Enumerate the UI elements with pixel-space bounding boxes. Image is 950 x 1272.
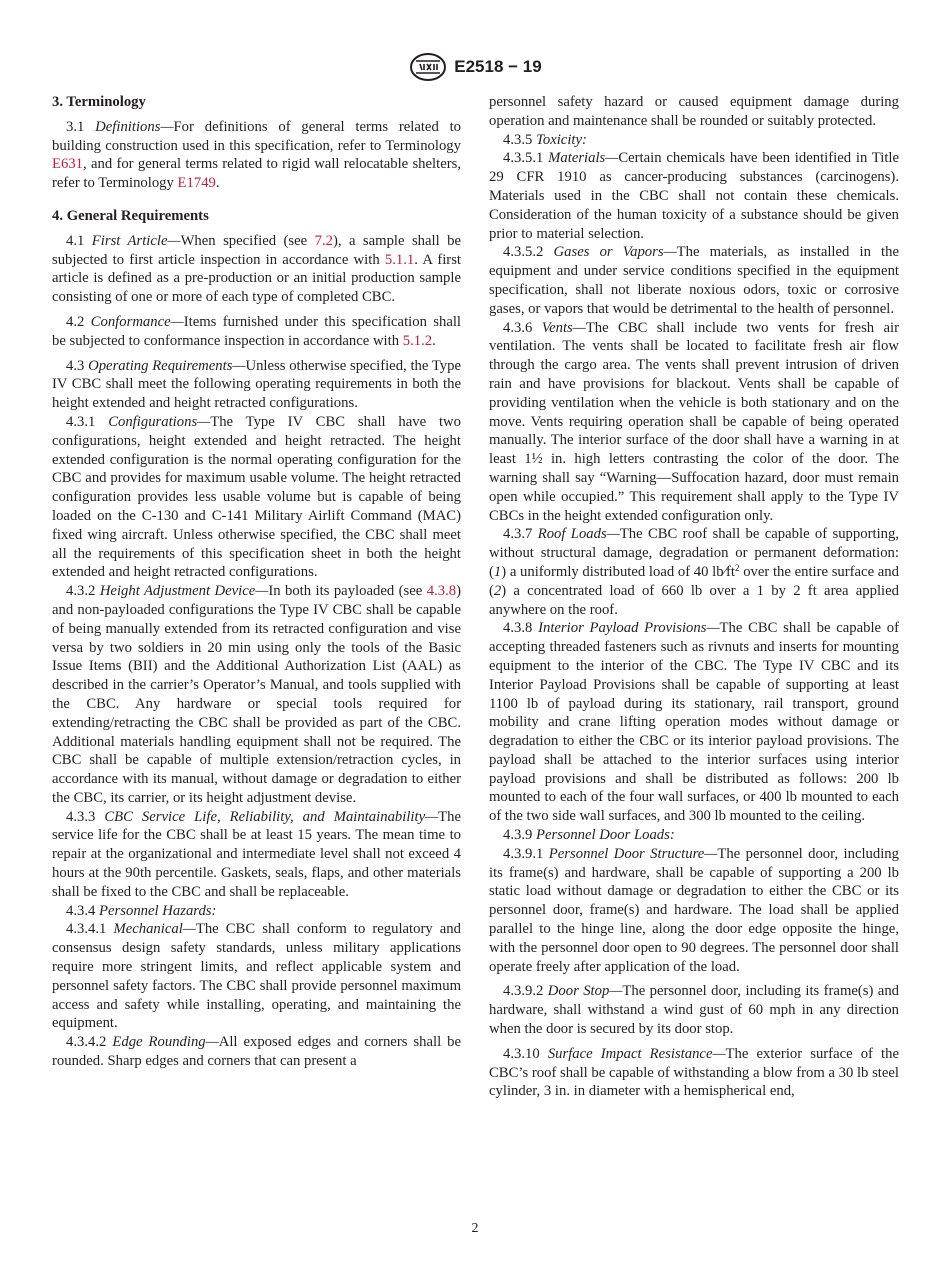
paragraph-4-3: 4.3 Operating Requirements—Unless otherwise specified, the Type IV CBC shall meet the following operating requirements in both the height extended and height retracted configurations.: [52, 357, 461, 412]
paragraph-3-1: 3.1 Definitions—For definitions of general terms related to building construction used in this specification, refer to Terminology E631, and for general terms related to rigid wall relocatable shelters, refer to Terminology E1749.: [52, 118, 462, 192]
right-column: [489, 93, 899, 1101]
document-number: E2518 − 19: [454, 57, 542, 76]
section-heading-general-requirements: 4. General Requirements: [52, 207, 209, 224]
paragraph-4-3-10: 4.3.10 Surface Impact Resistance—The exterior surface of the CBC’s roof shall be capable of withstanding a blow from a 30 lb steel cylinder, 3 in. in diameter with a hemispherical end,: [489, 1045, 899, 1100]
paragraph-4-3-2: 4.3.2 Height Adjustment Device—In both its payloaded (see 4.3.8) and non-payloaded configurations the Type IV CBC shall be capable of being manually extended from its retracted configuration and vise versa by two soldiers in 20 min using only the tools of the Basic Issue Items (BII) and the Additional Authorization List (AAL) as described in the carrier’s Operator’s Manual, and tools supplied with the CBC. Any hardware or special tools required for extending/retracting the CBC shall be provided as part of the CBC. Additional materials handling equipment shall not be required. The CBC shall be capable of multiple extension/retraction cycles, in accordance with its manual, without damage or degradation to either the CBC, its carrier, or its height adjustment devise.: [52, 583, 461, 806]
paragraph-4-3-4: 4.3.4 Personnel Hazards:: [66, 902, 217, 919]
paragraph-4-3-5-1: 4.3.5.1 Materials—Certain chemicals have been identified in Title 29 CFR 1910 as cancer-producing substances (carcinogens). Materials used in the CBC shall not contain these chemicals. Consideration of the human toxicity of a substance should be given prior to material selection.: [489, 150, 899, 242]
paragraph-4-3-8: 4.3.8 Interior Payload Provisions—The CBC shall be capable of accepting threaded fasteners such as rivnuts and inserts for mounting equipment to the interior of the CBC. The Type IV CBC and its Interior Payload Provisions shall be capable of supporting at least 1100 lb of payload during its stationary, rail transport, ground mobility and crane lifting operation modes without damage or degradation to either the CBC or its interior payload provisions. The payload shall be attached to the interior surfaces using interior payload provisions and shall be distributed as follows: 200 lb mounted to each of the four wall surfaces, or 400 lb mounted to each of the two side wall surfaces, and 300 lb mounted to the ceiling.: [489, 620, 900, 825]
section-heading-terminology: 3. Terminology: [52, 94, 146, 110]
paragraph-4-3-5: 4.3.5 Toxicity:: [503, 131, 587, 148]
astm-logo-icon: [408, 52, 448, 82]
page-number: 2: [471, 1221, 479, 1236]
left-column: [52, 93, 461, 1071]
paragraph-4-3-6: 4.3.6 Vents—The CBC shall include two vents for fresh air ventilation. The vents shall be located to facilitate fresh air flow through the cargo area. The vents shall prevent intrusion of driven rain and have provisions for blackout. Vents shall be capable of providing ventilation when the vehicle is both stationary and on the move. Vents requiring operation shall be capable of being operated manually. The interior surface of the door shall have a warning in at least 1½ in. high letters contrasting the color of the door. The warning shall say “Warning—Suffocation hazard, door must remain open while occupied.” This requirement shall apply to the Type IV CBCs in the height extended configuration only.: [489, 319, 899, 524]
ref-link-4-3-8[interactable]: 4.3.8: [426, 583, 457, 600]
paragraph-continued: personnel safety hazard or caused equipment damage during operation and maintenance shall be rounded or suitably protected.: [489, 94, 899, 129]
paragraph-4-3-4-2: 4.3.4.2 Edge Rounding—All exposed edges and corners shall be rounded. Sharp edges and corners that can present a: [52, 1034, 461, 1070]
ref-link-7-2[interactable]: 7.2: [314, 232, 333, 249]
paragraph-4-3-1: 4.3.1 Configurations—The Type IV CBC shall have two configurations, height extended and height retracted. The height extended configuration is the normal operating configuration for the CBC and provides for maximum usable volume. The height retracted configuration provides less usable volume but is capable of being loaded on the C-130 and C-141 Military Airlift Command (MAC) fixed wing aircraft. Unless otherwise specified, the CBC shall meet all the requirements of this specification sheet in both the height extended and height retracted configurations.: [52, 413, 462, 581]
paragraph-4-3-9-1: 4.3.9.1 Personnel Door Structure—The personnel door, including its frame(s) and hardware, shall be capable of supporting a 200 lb static load without damage or degradation to either the CBC or its personnel door, frame(s) and hardware. The load shall be applied parallel to the hinge line, along the door edge opposite the hinge, with the personnel door open to 90 degrees. The personnel door shall operate freely after application of the load.: [489, 845, 899, 975]
paragraph-4-3-4-1: 4.3.4.1 Mechanical—The CBC shall conform to regulatory and consensus design safety standards, unless military applications require more stringent limits, and reflect applicable system and personnel safety factors. The CBC shall provide personnel maximum access and safety while installing, operating, and maintaining the equipment.: [52, 921, 461, 1032]
paragraph-4-2: 4.2 Conformance—Items furnished under this specification shall be subjected to conformance inspection in accordance with 5.1.2.: [52, 313, 461, 349]
paragraph-4-3-7: 4.3.7 Roof Loads—The CBC roof shall be capable of supporting, without structural damage, degradation or permanent deformation: (1) a uniformly distributed load of 40 $lb⁄ft^2$ over the entire surface and (2) a concentrated load of 660 lb over a 1 by 2 ft area applied anywhere on the roof.: [489, 526, 900, 618]
paragraph-4-3-9-2: 4.3.9.2 Door Stop—The personnel door, including its frame(s) and hardware, shall withstand a wind gust of 60 mph in any direction when the door is secured by its door stop.: [489, 983, 900, 1038]
paragraph-4-3-3: 4.3.3 CBC Service Life, Reliability, and Maintainability—The service life for the CBC shall be at least 15 years. The mean time to repair at the organizational and intermediate level shall not exceed 4 hours at the 90th percentile. Gaskets, seals, flaps, and other materials shall be fixed to the CBC and shall be replaceable.: [52, 808, 461, 900]
ref-link-e1749[interactable]: E1749: [177, 175, 216, 192]
ref-link-5-1-2[interactable]: 5.1.2: [402, 332, 433, 349]
page-header: [0, 52, 950, 82]
ref-link-e631[interactable]: E631: [52, 156, 84, 173]
paragraph-4-3-5-2: 4.3.5.2 Gases or Vapors—The materials, as installed in the equipment and under service conditions specified in the equipment specification, shall not liberate noxious odors, toxic or corrosive gases, or vapors that would be detrimental to the health of personnel.: [489, 244, 899, 317]
paragraph-4-3-9: 4.3.9 Personnel Door Loads:: [503, 827, 675, 844]
paragraph-4-1: 4.1 First Article—When specified (see 7.2), a sample shall be subjected to first article inspection in accordance with 5.1.1. A first article is defined as a pre-production or an initial production sample consisting of one or more of each type of completed CBC.: [52, 232, 461, 306]
ref-link-5-1-1[interactable]: 5.1.1: [384, 251, 415, 268]
